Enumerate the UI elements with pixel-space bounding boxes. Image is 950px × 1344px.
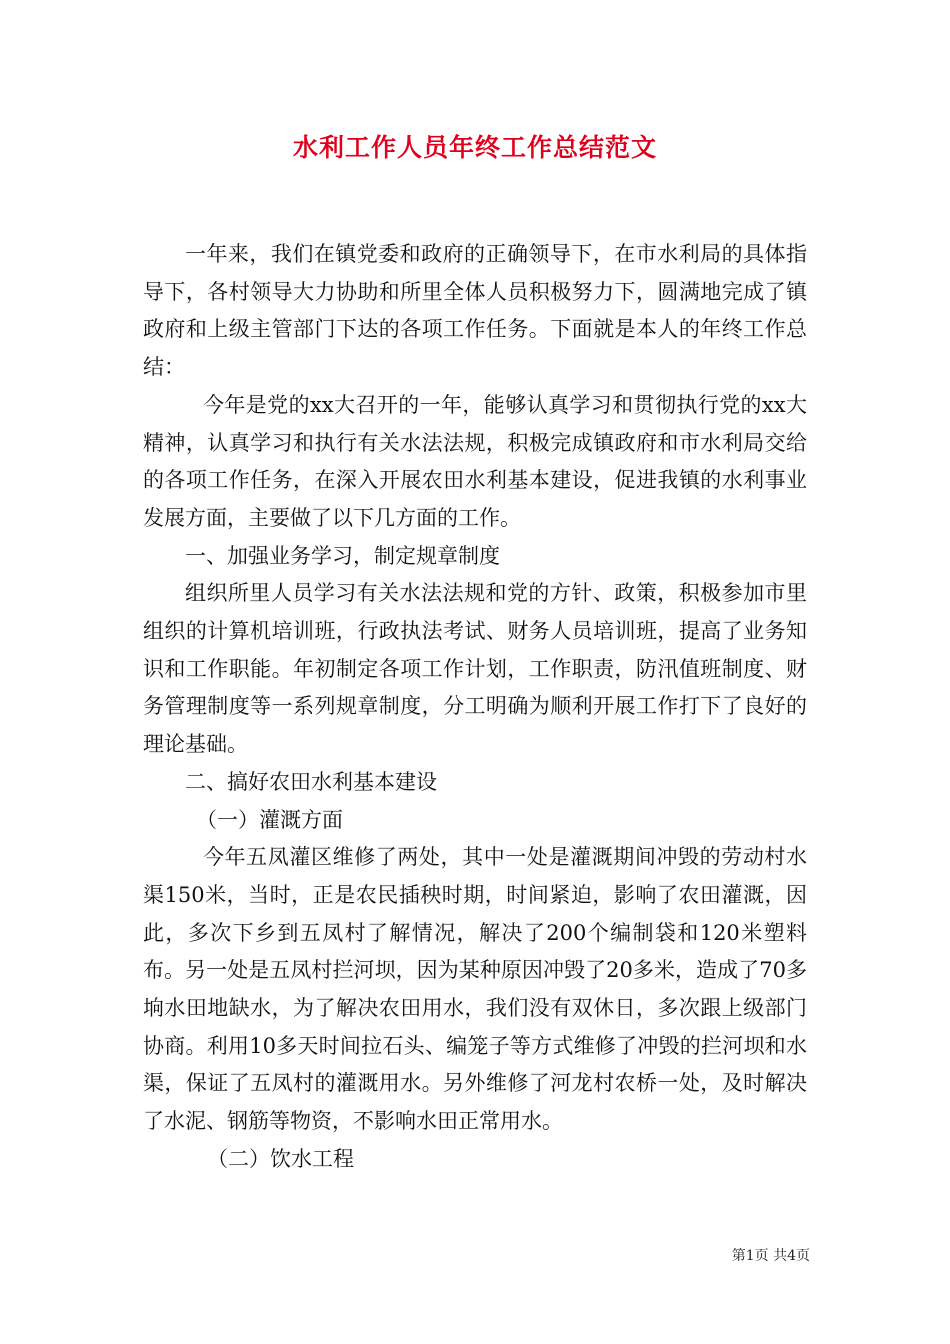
section-heading-2: 二、搞好农田水利基本建设 bbox=[185, 769, 437, 794]
subsection-heading-drinking-water: （二）饮水工程 bbox=[207, 1146, 354, 1171]
subsection-heading-irrigation: （一）灌溉方面 bbox=[196, 807, 343, 832]
paragraph-overview: 今年是党的xx大召开的一年，能够认真学习和贯彻执行党的xx大精神，认真学习和执行有关水法法规，积极完成镇政府和市水利局交给的各项工作任务，在深入开展农田水利基本建设，促进我镇的水利事业发展方面，主要做了以下几方面的工作。 bbox=[143, 392, 807, 530]
document-body bbox=[143, 236, 807, 1179]
document-title: 水利工作人员年终工作总结范文 bbox=[292, 133, 657, 162]
paragraph-intro: 一年来，我们在镇党委和政府的正确领导下，在市水利局的具体指导下，各村领导大力协助和所里全体人员积极努力下，圆满地完成了镇政府和上级主管部门下达的各项工作任务。下面就是本人的年终工作总结： bbox=[143, 242, 807, 380]
paragraph-irrigation: 今年五凤灌区维修了两处，其中一处是灌溉期间冲毁的劳动村水渠150米，当时，正是农民插秧时期，时间紧迫，影响了农田灌溉，因此，多次下乡到五凤村了解情况，解决了200个编制袋和120米塑料布。另一处是五凤村拦河坝，因为某种原因冲毁了20多米，造成了70多垧水田地缺水，为了解决农田用水，我们没有双休日，多次跟上级部门协商。利用10多天时间拉石头、编笼子等方式维修了冲毁的拦河坝和水渠，保证了五凤村的灌溉用水。另外维修了河龙村农桥一处，及时解决了水泥、钢筋等物资，不影响水田正常用水。 bbox=[143, 845, 807, 1134]
paragraph-study: 组织所里人员学习有关水法法规和党的方针、政策，积极参加市里组织的计算机培训班，行政执法考试、财务人员培训班，提高了业务知识和工作职能。年初制定各项工作计划，工作职责，防汛值班制度、财务管理制度等一系列规章制度，分工明确为顺利开展工作打下了良好的理论基础。 bbox=[143, 581, 807, 757]
section-heading-1: 一、加强业务学习，制定规章制度 bbox=[185, 543, 500, 568]
page-number: 第1页 共4页 bbox=[731, 1248, 810, 1264]
